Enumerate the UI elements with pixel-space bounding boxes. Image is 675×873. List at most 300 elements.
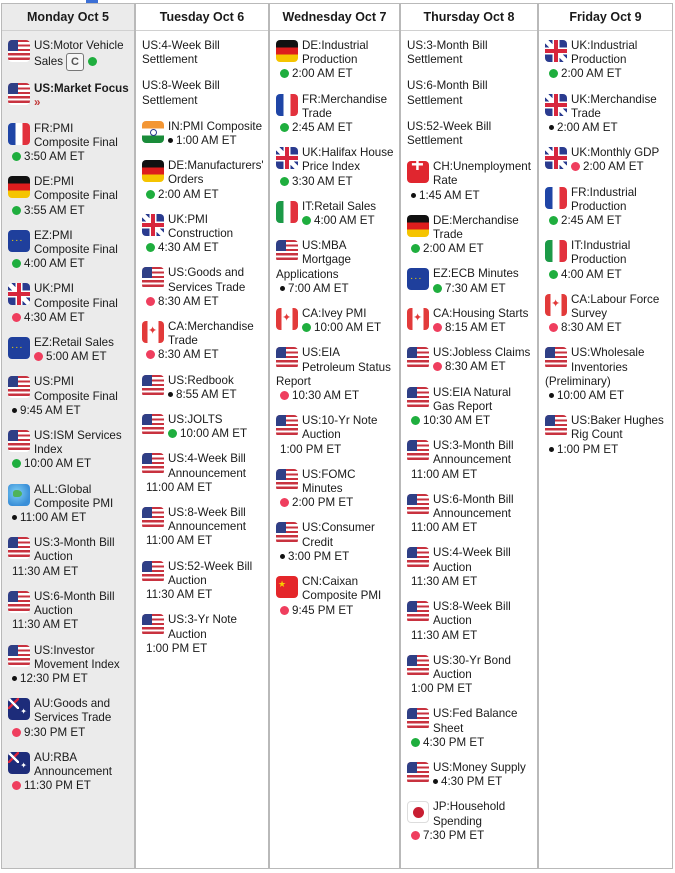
event-label[interactable] [34,229,118,256]
event-time: 2:45 AM ET [292,121,353,135]
calendar-event[interactable] [407,160,533,203]
event-label[interactable] [433,160,531,187]
event-label-text[interactable]: US:6-Month Bill Auction [34,589,115,618]
event-label[interactable] [302,39,368,66]
event-label[interactable] [168,374,234,387]
event-label-text[interactable]: CA:Ivey PMI [302,307,367,321]
us-flag-icon [8,430,30,452]
event-label[interactable] [168,120,262,133]
event-label-text[interactable]: ALL:Global Composite PMI [34,482,114,510]
event-time: 4:00 AM ET [561,267,622,281]
it-flag-icon [545,240,567,262]
event-label-text[interactable]: US:4-Week Bill Auction [433,546,511,574]
event-time: 4:00 AM ET [24,257,85,271]
event-label[interactable] [302,307,366,320]
ca-flag-icon [545,294,567,316]
event-label-text[interactable]: US:JOLTS [168,413,223,427]
us-flag-icon [407,601,429,623]
event-label-text[interactable]: DE:Manufacturers' Orders [168,159,264,187]
calendar-event[interactable] [407,761,533,789]
event-label-text[interactable]: US:3-Month Bill Announcement [433,439,514,467]
event-time: 9:30 PM ET [24,725,86,739]
importance-dot-icon [12,728,21,737]
event-label[interactable] [571,39,637,66]
calendar-event[interactable] [142,506,264,549]
calendar-event[interactable] [142,120,264,148]
event-time: 9:45 AM ET [20,403,81,417]
event-label[interactable] [168,506,246,533]
event-label-text[interactable]: US:EIA Petroleum Status Report [276,346,391,388]
event-label[interactable] [34,590,115,617]
calendar-event[interactable] [407,79,533,107]
fr-flag-icon [8,123,30,145]
event-label[interactable] [34,483,113,510]
event-label[interactable] [34,122,118,149]
calendar-event[interactable] [8,483,130,526]
event-time-row [142,588,264,602]
event-time-row [8,565,130,579]
event-time: 10:00 AM ET [314,321,382,335]
event-time: 8:15 AM ET [445,321,506,335]
event-time-row [142,241,264,255]
calendar-event[interactable] [8,590,130,633]
event-label[interactable] [302,414,377,441]
importance-dot-icon [12,152,21,161]
event-label-text[interactable]: CA:Merchandise Trade [168,320,254,348]
calendar-event[interactable] [8,175,130,218]
calendar-event[interactable] [407,600,533,643]
event-label[interactable] [34,536,115,563]
event-time: 8:30 AM ET [158,294,219,308]
event-label[interactable] [34,82,129,109]
importance-dot-icon [549,270,558,279]
calendar-event[interactable] [407,39,533,67]
event-time-row [8,457,130,471]
calendar-event[interactable] [276,575,395,618]
event-time: 3:50 AM ET [24,150,85,164]
calendar-event[interactable] [8,536,130,579]
event-label[interactable] [142,79,220,106]
event-label-text[interactable]: US:Goods and Services Trade [168,266,246,294]
importance-dot-icon [411,244,420,253]
us-flag-icon [8,40,30,62]
event-time: 11:00 AM ET [411,521,478,535]
event-label-text[interactable]: DE:PMI Composite Final [34,175,118,203]
event-time: 11:00 AM ET [411,467,478,481]
calendar-event[interactable] [142,320,264,363]
importance-dot-icon [302,323,311,332]
event-label-text[interactable]: US:3-Month Bill Settlement [407,39,488,67]
event-label-text[interactable]: IN:PMI Composite [168,119,263,133]
event-label-text[interactable]: IT:Industrial Production [571,239,631,267]
event-label[interactable] [433,654,511,681]
calendar-event[interactable] [276,239,395,296]
event-label-text[interactable]: EZ:PMI Composite Final [34,228,118,257]
event-label-text[interactable]: FR:Industrial Production [571,185,637,213]
event-time-row [142,642,264,656]
event-time: 11:00 AM ET [146,534,213,548]
calendar-event[interactable] [142,159,264,202]
event-time-row [407,682,533,696]
in-flag-icon [142,121,164,143]
event-time: 12:30 PM ET [20,671,88,685]
calendar-event[interactable] [545,293,668,336]
us-flag-icon [142,414,164,436]
calendar-event[interactable] [407,307,533,335]
calendar-event[interactable] [276,93,395,136]
day-column-thursday [401,4,539,868]
ca-flag-icon [407,308,429,330]
event-time-row [142,348,264,362]
calendar-event[interactable] [142,266,264,309]
calendar-event[interactable] [276,39,395,82]
event-time-row [407,468,533,482]
us-flag-icon [407,762,429,784]
event-time: 11:00 AM ET [146,480,213,494]
event-label[interactable] [302,200,376,213]
us-flag-icon [8,645,30,667]
calendar-event[interactable] [545,346,668,403]
event-label[interactable] [168,159,264,186]
calendar-event[interactable] [276,200,395,228]
calendar-event[interactable] [276,414,395,457]
day-column-wednesday [270,4,401,868]
event-label-text[interactable]: DE:Industrial Production [302,39,369,67]
event-label-text[interactable]: US:8-Week Bill Announcement [168,506,246,534]
importance-dot-icon [280,123,289,132]
eu-flag-icon [8,337,30,359]
calendar-event[interactable] [276,468,395,511]
importance-dot-icon [280,177,289,186]
event-label-text[interactable]: US:6-Month Bill Settlement [407,79,488,107]
event-label-text[interactable]: FR:Merchandise Trade [302,92,388,120]
event-label-text[interactable]: US:Redbook [168,373,234,387]
event-label[interactable] [571,293,659,320]
event-label-text[interactable]: US:52-Week Bill Auction [168,559,253,587]
event-label-text[interactable]: UK:PMI Construction [168,212,234,241]
event-time-row [545,121,668,135]
event-label-text[interactable]: US:MBA Mortgage Applications [276,239,351,281]
event-label[interactable] [168,560,252,587]
calendar-event[interactable] [276,346,395,403]
event-label[interactable] [571,93,657,120]
calendar-event[interactable] [276,146,395,189]
event-label[interactable] [571,186,637,213]
importance-dot-icon [549,323,558,332]
event-label-text[interactable]: US:FOMC Minutes [302,467,356,496]
event-time: 2:00 AM ET [158,187,219,201]
event-label[interactable] [34,175,118,202]
consensus-badge-icon[interactable]: C [66,53,84,71]
calendar-event[interactable] [545,414,668,457]
calendar-event[interactable] [407,546,533,589]
importance-dot-icon [146,190,155,199]
event-label[interactable] [34,429,122,456]
event-label-text[interactable]: UK:Monthly GDP [571,146,660,160]
event-label[interactable] [34,336,114,349]
event-label-text[interactable]: US:6-Month Bill Announcement [433,492,514,521]
event-list [401,31,537,843]
calendar-event[interactable] [8,697,130,740]
world-flag-icon [8,484,30,506]
event-label[interactable] [302,468,355,495]
event-label-text[interactable]: US:3-Month Bill Auction [34,536,115,564]
importance-dot-icon [411,416,420,425]
calendar-event[interactable] [142,213,264,256]
event-time: 10:30 AM ET [292,389,360,403]
calendar-event[interactable] [276,307,395,335]
calendar-event[interactable] [407,214,533,257]
event-label[interactable] [34,697,111,724]
event-label-text[interactable]: CN:Caixan Composite PMI [302,575,382,603]
event-label-text[interactable]: DE:Merchandise Trade [433,213,519,242]
event-time: 11:30 AM ET [411,628,478,642]
event-label-text[interactable]: US:Motor Vehicle Sales [34,39,124,69]
calendar-event[interactable] [8,336,130,364]
calendar-event[interactable] [545,146,668,174]
event-label-text[interactable]: EZ:Retail Sales [34,336,114,350]
event-label-text[interactable]: US:30-Yr Bond Auction [433,653,511,681]
importance-dot-icon [12,313,21,322]
calendar-event[interactable] [407,493,533,536]
event-label[interactable] [34,282,118,309]
event-label-text[interactable]: US:PMI Composite Final [34,375,118,403]
event-time: 2:00 AM ET [292,67,353,81]
event-label-text[interactable]: US:Market Focus [34,82,129,96]
calendar-event[interactable] [142,79,264,107]
event-time: 3:30 AM ET [292,174,353,188]
event-label-text[interactable]: US:10-Yr Note Auction [302,414,378,442]
event-label[interactable] [142,39,220,66]
us-flag-icon [407,387,429,409]
event-list [136,31,268,656]
event-time-row [407,414,533,428]
event-label-text[interactable]: US:Wholesale Inventories (Preliminary) [545,346,645,388]
event-label[interactable] [168,613,237,640]
event-time: 4:30 AM ET [158,241,219,255]
event-label-text[interactable]: US:EIA Natural Gas Report [433,385,511,413]
event-time-row [88,55,100,68]
de-flag-icon [142,160,164,182]
event-time-row [407,521,533,535]
calendar-event[interactable] [276,521,395,564]
calendar-event[interactable] [407,386,533,429]
event-time: 10:00 AM ET [557,389,625,403]
event-time: 2:00 AM ET [423,242,484,256]
us-flag-icon [142,561,164,583]
ca-flag-icon [142,321,164,343]
event-label[interactable] [168,266,245,293]
event-label-text[interactable]: CA:Housing Starts [433,306,529,320]
event-label[interactable] [302,575,381,602]
calendar-event[interactable] [407,800,533,843]
calendar-event[interactable] [8,751,130,794]
event-label[interactable] [168,452,246,479]
event-label-text[interactable]: US:52-Week Bill Settlement [407,119,492,148]
calendar-event[interactable] [407,120,533,148]
event-label[interactable] [168,213,233,240]
uk-flag-icon [545,94,567,116]
calendar-event[interactable] [8,375,130,418]
event-label-text[interactable]: US:4-Week Bill Settlement [142,39,220,67]
event-label-text[interactable]: US:Consumer Credit [302,521,375,549]
event-list [539,31,672,457]
event-label[interactable] [571,146,659,159]
event-label[interactable] [34,375,118,402]
calendar-event[interactable] [8,229,130,272]
event-label[interactable] [433,761,526,774]
event-label-text[interactable]: IT:Retail Sales [302,199,377,213]
us-flag-icon [8,376,30,398]
day-column-tuesday [136,4,270,868]
event-label-text[interactable]: US:ISM Services Index [34,429,122,457]
event-label[interactable] [302,93,387,120]
au-flag-icon [8,698,30,720]
event-time: 11:30 PM ET [24,779,91,793]
event-time: 8:30 AM ET [158,348,219,362]
event-label-text[interactable]: AU:Goods and Services Trade [34,697,112,725]
calendar-event[interactable] [407,267,533,295]
event-label-text[interactable]: UK:Halifax House Price Index [302,146,394,174]
calendar-event[interactable] [142,613,264,656]
event-label[interactable] [433,386,511,413]
importance-dot-icon [168,138,173,143]
importance-dot-icon [12,259,21,268]
event-label[interactable] [433,800,505,827]
event-label[interactable] [433,267,519,280]
jp-flag-icon [407,801,429,823]
event-label-text[interactable]: US:Money Supply [433,760,526,774]
importance-dot-icon [168,392,173,397]
importance-dot-icon [168,429,177,438]
fr-flag-icon [276,94,298,116]
economic-calendar-grid [1,3,673,869]
event-label-text[interactable]: US:8-Week Bill Settlement [142,79,220,107]
event-label[interactable] [433,600,511,627]
calendar-event[interactable] [407,654,533,697]
importance-dot-icon [411,193,416,198]
calendar-event[interactable] [8,282,130,325]
calendar-event[interactable] [142,452,264,495]
event-label[interactable] [433,439,514,466]
event-time-row [407,736,533,750]
calendar-event[interactable] [142,413,264,441]
event-time: 8:30 AM ET [561,321,622,335]
calendar-event[interactable] [8,429,130,472]
event-label-text[interactable]: JP:Household Spending [433,800,506,828]
event-time-row [276,67,395,81]
event-label-text[interactable]: US:Fed Balance Sheet [433,707,518,735]
importance-dot-icon [549,125,554,130]
au-flag-icon [8,752,30,774]
event-label-text[interactable]: US:3-Yr Note Auction [168,613,237,641]
more-link-icon[interactable]: » [34,96,41,110]
calendar-event[interactable] [8,644,130,687]
eu-flag-icon [8,230,30,252]
calendar-event[interactable] [142,560,264,603]
event-label-text[interactable]: US:Baker Hughes Rig Count [571,414,664,442]
event-label-text[interactable]: UK:Merchandise Trade [571,92,657,120]
event-label-text[interactable]: US:8-Week Bill Auction [433,600,511,628]
event-label-text[interactable]: CA:Labour Force Survey [571,292,660,321]
event-label[interactable] [168,413,223,426]
day-header: Monday Oct 5 [2,4,134,31]
event-label[interactable] [571,239,630,266]
calendar-event[interactable] [142,374,264,402]
uk-flag-icon [545,40,567,62]
event-label[interactable] [168,320,254,347]
us-flag-icon [142,614,164,636]
event-label[interactable] [433,346,530,359]
calendar-event[interactable] [545,39,668,82]
event-time-row [8,150,130,164]
event-label[interactable] [571,414,664,441]
event-time-row [8,511,130,525]
event-label-text[interactable]: US:4-Week Bill Announcement [168,452,246,480]
event-time: 8:30 AM ET [445,360,506,374]
event-label-text[interactable]: US:Investor Movement Index [34,643,120,671]
event-label-text[interactable]: UK:Industrial Production [571,39,638,67]
event-label[interactable] [433,546,511,573]
event-time: 4:30 PM ET [441,775,503,789]
event-time-row [142,295,264,309]
event-time-row [276,443,395,457]
event-time-row [8,404,130,418]
calendar-event[interactable] [407,707,533,750]
event-label[interactable] [433,214,519,241]
event-time-row [276,121,395,135]
calendar-event[interactable] [407,346,533,374]
event-label-text[interactable]: EZ:ECB Minutes [433,267,519,281]
event-label[interactable] [34,751,112,778]
event-time: 8:55 AM ET [176,387,237,401]
event-time-row [8,257,130,271]
event-label-text[interactable]: CH:Unemployment Rate [433,160,531,188]
event-time: 10:00 AM ET [24,457,92,471]
event-label[interactable] [407,120,491,147]
event-label[interactable] [34,644,120,671]
calendar-event[interactable] [545,186,668,229]
calendar-event[interactable] [407,439,533,482]
us-flag-icon [407,440,429,462]
calendar-event[interactable] [8,122,130,165]
event-label[interactable] [407,39,488,66]
importance-dot-icon [549,393,554,398]
event-time: 11:30 AM ET [12,564,79,578]
event-time: 1:00 PM ET [146,641,208,655]
importance-dot-icon [549,69,558,78]
event-list [2,31,134,793]
event-label[interactable] [433,707,517,734]
event-label[interactable] [302,521,375,548]
event-label-text[interactable]: AU:RBA Announcement [34,750,112,778]
event-label-text[interactable]: US:Jobless Claims [433,346,531,360]
calendar-event[interactable] [8,39,130,71]
us-flag-icon [142,507,164,529]
calendar-event[interactable] [142,39,264,67]
event-label-text[interactable]: UK:PMI Composite Final [34,282,118,310]
calendar-event[interactable] [545,93,668,136]
event-label[interactable] [433,307,528,320]
calendar-event[interactable] [545,239,668,282]
event-label[interactable] [302,146,394,173]
day-header: Tuesday Oct 6 [136,4,268,31]
calendar-event[interactable] [8,82,130,110]
event-label[interactable] [433,493,514,520]
event-label[interactable] [407,79,488,106]
event-label-text[interactable]: FR:PMI Composite Final [34,121,118,149]
event-time: 7:30 AM ET [445,281,506,295]
